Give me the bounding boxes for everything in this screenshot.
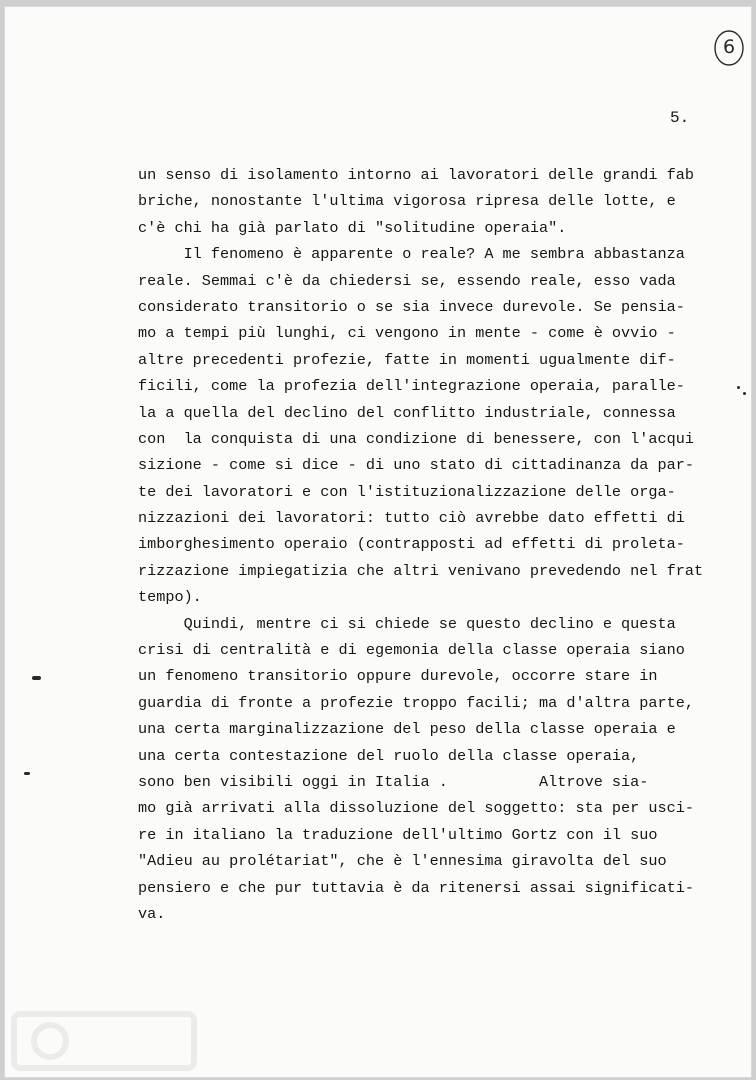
margin-mark	[32, 676, 41, 680]
text-line: briche, nonostante l'ultima vigorosa ripresa delle lotte, e	[138, 192, 676, 211]
text-line: con la conquista di una condizione di benessere, con l'acqui	[138, 429, 694, 448]
text-line: mo già arrivati alla dissoluzione del soggetto: sta per usci-	[138, 799, 694, 818]
faint-archive-stamp-icon	[10, 1006, 200, 1076]
text-line: reale. Semmai c'è da chiedersi se, essendo reale, esso vada	[138, 271, 676, 290]
text-line: pensiero e che pur tuttavia è da ritenersi assai significati-	[138, 878, 694, 897]
text-line: un fenomeno transitorio oppure durevole, occorre stare in	[138, 667, 658, 686]
text-line: rizzazione impiegatizia che altri venivano prevedendo nel frat	[138, 561, 704, 580]
document-page	[4, 6, 752, 1078]
handwritten-folio-mark	[712, 28, 746, 68]
margin-mark	[737, 386, 740, 389]
text-line: Il fenomeno è apparente o reale? A me sembra abbastanza	[138, 245, 685, 264]
text-line: sono ben visibili oggi in Italia . Altrove sia-	[138, 772, 649, 791]
text-line: ficili, come la profezia dell'integrazione operaia, paralle-	[138, 377, 685, 396]
folio-number: 6	[722, 36, 736, 58]
text-line: tempo).	[138, 588, 202, 607]
text-line: te dei lavoratori e con l'istituzionalizzazione delle orga-	[138, 482, 676, 501]
text-line: nizzazioni dei lavoratori: tutto ciò avrebbe dato effetti di	[138, 509, 685, 528]
margin-mark	[743, 392, 746, 395]
margin-mark	[24, 772, 30, 775]
text-line: va.	[138, 904, 166, 923]
text-line: guardia di fronte a profezie troppo facili; ma d'altra parte,	[138, 693, 694, 712]
text-line: sizione - come si dice - di uno stato di cittadinanza da par-	[138, 456, 694, 475]
text-line: c'è chi ha già parlato di "solitudine operaia".	[138, 218, 567, 237]
text-line: imborghesimento operaio (contrapposti ad effetti di proleta-	[138, 535, 685, 554]
text-line: un senso di isolamento intorno ai lavoratori delle grandi fab	[138, 166, 694, 184]
page-number: 5.	[670, 109, 690, 127]
text-line: una certa marginalizzazione del peso della classe operaia e	[138, 720, 676, 739]
text-line: considerato transitorio o se sia invece durevole. Se pensia-	[138, 297, 685, 316]
text-line: "Adieu au prolétariat", che è l'ennesima giravolta del suo	[138, 852, 667, 871]
text-line: re in italiano la traduzione dell'ultimo Gortz con il suo	[138, 825, 658, 844]
typed-body-text	[138, 162, 708, 927]
text-line: crisi di centralità e di egemonia della classe operaia siano	[138, 641, 685, 660]
text-line: Quindi, mentre ci si chiede se questo declino e questa	[138, 614, 676, 633]
text-line: una certa contestazione del ruolo della classe operaia,	[138, 746, 640, 765]
text-line: altre precedenti profezie, fatte in momenti ugualmente dif-	[138, 350, 676, 369]
text-line: mo a tempi più lunghi, ci vengono in mente - come è ovvio -	[138, 324, 676, 343]
text-line: la a quella del declino del conflitto industriale, connessa	[138, 403, 676, 422]
